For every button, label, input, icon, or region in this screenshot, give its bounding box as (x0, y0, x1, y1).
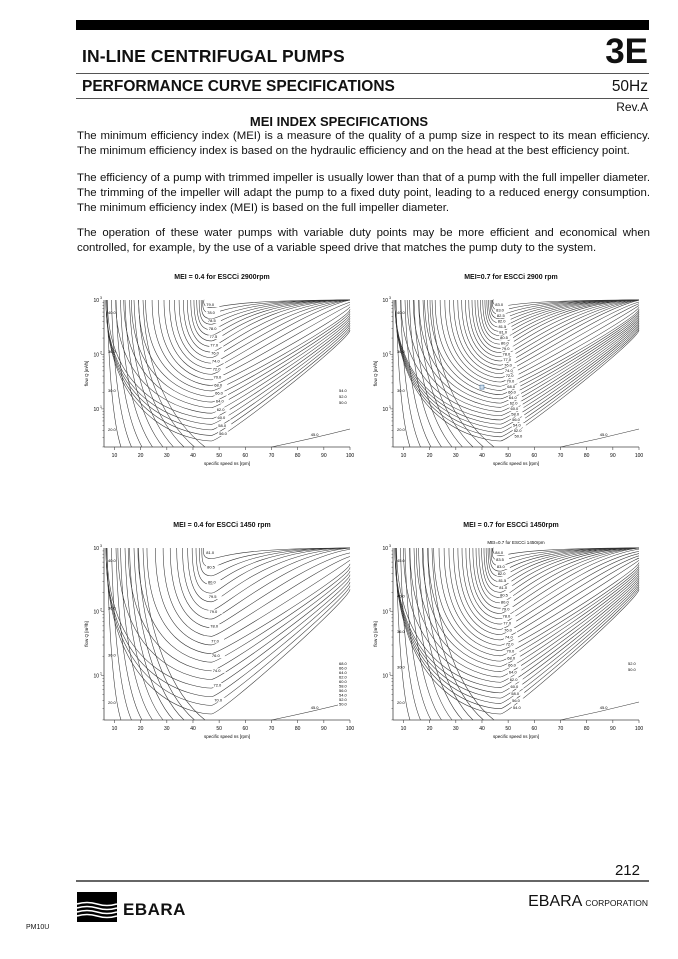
svg-text:79.0: 79.0 (209, 608, 218, 614)
svg-text:79.0: 79.0 (206, 302, 215, 307)
section-code: 3E (605, 32, 648, 71)
svg-text:20.0: 20.0 (108, 427, 116, 432)
svg-text:40: 40 (190, 726, 196, 732)
svg-text:10: 10 (382, 406, 388, 413)
svg-text:76.0: 76.0 (504, 627, 512, 633)
svg-text:30.0: 30.0 (108, 652, 116, 658)
svg-text:flow Q [m³/h]: flow Q [m³/h] (373, 360, 378, 387)
svg-text:30: 30 (453, 726, 459, 732)
svg-text:20: 20 (137, 453, 144, 459)
svg-text:20.0: 20.0 (397, 700, 405, 705)
svg-text:64.0: 64.0 (508, 669, 517, 675)
svg-text:77.0: 77.0 (503, 356, 512, 362)
svg-text:81.0: 81.0 (206, 550, 215, 555)
svg-text:56.0: 56.0 (219, 430, 227, 436)
chart-mei-07-2900 (371, 272, 651, 477)
svg-text:10: 10 (93, 546, 99, 552)
svg-text:flow Q [m³/h]: flow Q [m³/h] (84, 621, 89, 647)
svg-text:100: 100 (345, 453, 355, 459)
svg-text:45.0: 45.0 (310, 705, 319, 710)
svg-text:10: 10 (400, 726, 407, 732)
svg-text:1: 1 (389, 671, 391, 676)
page-title: IN-LINE CENTRIFUGAL PUMPS (82, 46, 345, 66)
svg-text:3: 3 (389, 544, 391, 548)
svg-text:60: 60 (531, 453, 538, 459)
svg-text:52.0: 52.0 (339, 394, 347, 399)
svg-text:80.5: 80.5 (500, 334, 508, 340)
svg-text:60.0: 60.0 (510, 683, 519, 689)
svg-text:10: 10 (400, 453, 407, 459)
svg-text:54.0: 54.0 (512, 422, 521, 428)
svg-text:79.0: 79.0 (501, 606, 510, 612)
svg-text:77.0: 77.0 (503, 620, 512, 626)
svg-text:82.0: 82.0 (497, 318, 506, 324)
svg-text:76.0: 76.0 (504, 362, 512, 368)
divider (76, 98, 649, 99)
svg-text:72.0: 72.0 (212, 366, 221, 372)
svg-text:66.0: 66.0 (215, 390, 223, 396)
svg-text:80: 80 (583, 726, 590, 732)
svg-text:74.0: 74.0 (504, 367, 513, 373)
svg-text:20: 20 (426, 726, 433, 732)
svg-text:60: 60 (531, 726, 538, 732)
svg-text:66.0: 66.0 (508, 662, 516, 668)
svg-text:62.0: 62.0 (509, 400, 518, 406)
svg-text:30.0: 30.0 (397, 664, 405, 670)
contour-plot (82, 272, 362, 477)
svg-text:74.0: 74.0 (211, 358, 220, 364)
svg-text:76.0: 76.0 (211, 653, 220, 659)
svg-text:54.0: 54.0 (339, 388, 347, 393)
corporation-suffix: CORPORATION (585, 898, 648, 908)
svg-text:60.0: 60.0 (217, 414, 226, 420)
svg-text:10: 10 (382, 546, 388, 552)
svg-text:100: 100 (634, 453, 644, 459)
document-code: PM10U (26, 924, 50, 931)
svg-text:36.0: 36.0 (108, 349, 116, 354)
svg-text:83.0: 83.0 (495, 302, 504, 307)
svg-text:50.0: 50.0 (628, 667, 636, 672)
svg-text:50.0: 50.0 (339, 701, 347, 707)
svg-text:64.0: 64.0 (215, 398, 224, 404)
svg-text:70.0: 70.0 (506, 378, 515, 384)
svg-text:2: 2 (389, 350, 391, 355)
svg-text:80: 80 (294, 726, 301, 732)
svg-text:30.0: 30.0 (108, 388, 116, 393)
svg-text:2: 2 (389, 607, 391, 612)
svg-text:81.0: 81.0 (499, 585, 508, 591)
svg-text:40: 40 (479, 726, 485, 732)
svg-text:78.0: 78.0 (207, 310, 215, 316)
svg-text:64.0: 64.0 (339, 670, 347, 675)
svg-text:40.0: 40.0 (397, 310, 405, 315)
svg-text:77.5: 77.5 (209, 334, 218, 340)
svg-text:72.0: 72.0 (213, 682, 222, 688)
svg-text:40.0: 40.0 (108, 558, 116, 563)
svg-text:56.0: 56.0 (339, 688, 347, 693)
svg-text:100: 100 (634, 726, 644, 732)
svg-text:50: 50 (505, 726, 511, 732)
contour-plot (82, 520, 362, 750)
page-number: 212 (614, 862, 640, 879)
svg-text:83.0: 83.0 (496, 564, 505, 570)
contour-plot (371, 520, 651, 750)
svg-text:72.0: 72.0 (505, 373, 514, 379)
svg-text:10: 10 (382, 352, 388, 359)
svg-text:81.5: 81.5 (498, 578, 507, 584)
svg-text:60: 60 (242, 453, 249, 459)
svg-text:70: 70 (557, 726, 564, 732)
svg-text:56.0: 56.0 (512, 697, 520, 703)
svg-text:56.0: 56.0 (512, 417, 520, 423)
svg-text:2: 2 (100, 350, 102, 355)
frequency-label: 50Hz (611, 78, 648, 95)
svg-text:40: 40 (190, 453, 196, 459)
svg-text:58.0: 58.0 (218, 422, 227, 428)
svg-text:74.0: 74.0 (212, 667, 221, 673)
svg-text:84.0: 84.0 (495, 550, 504, 555)
svg-text:78.0: 78.0 (208, 326, 217, 332)
svg-text:10: 10 (382, 298, 388, 304)
svg-text:40.0: 40.0 (397, 593, 405, 599)
corporation-name (528, 893, 648, 911)
svg-text:50.0: 50.0 (514, 433, 523, 439)
svg-text:80: 80 (294, 453, 301, 459)
svg-text:60: 60 (242, 726, 249, 732)
svg-text:77.0: 77.0 (210, 342, 219, 348)
svg-text:50.0: 50.0 (339, 400, 347, 405)
svg-text:30: 30 (453, 453, 459, 459)
svg-text:10: 10 (382, 673, 388, 680)
svg-text:54.0: 54.0 (339, 692, 347, 698)
svg-text:68.0: 68.0 (214, 382, 223, 388)
svg-text:58.0: 58.0 (339, 683, 347, 689)
svg-text:1: 1 (389, 404, 391, 409)
svg-text:10: 10 (111, 726, 118, 732)
svg-text:10: 10 (93, 406, 99, 413)
svg-text:52.0: 52.0 (339, 697, 347, 702)
svg-text:MEI=0.7 for ESCCi 1450rpm: MEI=0.7 for ESCCi 1450rpm (487, 540, 545, 545)
svg-text:60.0: 60.0 (510, 406, 519, 412)
chart-title: MEI = 0.7 for ESCCi 1450rpm (463, 522, 559, 529)
svg-text:30.0: 30.0 (397, 388, 405, 393)
svg-text:68.0: 68.0 (507, 384, 516, 390)
svg-text:52.0: 52.0 (513, 428, 522, 434)
svg-text:1: 1 (100, 404, 102, 409)
svg-text:70.0: 70.0 (214, 697, 223, 703)
svg-text:10: 10 (93, 609, 99, 616)
svg-text:100: 100 (345, 726, 355, 732)
svg-text:66.0: 66.0 (339, 665, 347, 671)
svg-text:10: 10 (93, 352, 99, 359)
svg-text:81.5: 81.5 (498, 323, 507, 329)
svg-text:2: 2 (100, 607, 102, 612)
svg-text:3: 3 (100, 296, 102, 300)
svg-text:58.0: 58.0 (511, 411, 520, 417)
svg-text:70: 70 (268, 453, 275, 459)
svg-text:70.0: 70.0 (506, 648, 515, 654)
svg-text:81.0: 81.0 (499, 329, 508, 335)
svg-text:80.5: 80.5 (500, 592, 508, 598)
svg-text:80.5: 80.5 (207, 564, 215, 570)
paragraph: The efficiency of a pump with trimmed impeller is usually lower than that of a pump with the full impeller diameter. The trimming of the impeller will adapt the pump to a fixed duty point, leading to a reduced energy consumption. The minimum efficiency index (MEI) is based on the full impeller diameter. (77, 172, 650, 214)
divider (76, 73, 649, 74)
svg-text:10: 10 (382, 609, 388, 616)
svg-text:50: 50 (505, 453, 511, 459)
svg-text:78.0: 78.0 (502, 613, 511, 619)
svg-text:80: 80 (583, 453, 590, 459)
svg-text:36.0: 36.0 (397, 629, 405, 634)
svg-text:30: 30 (164, 726, 170, 732)
svg-text:70: 70 (557, 453, 564, 459)
svg-text:72.0: 72.0 (505, 641, 514, 647)
svg-text:79.0: 79.0 (501, 345, 510, 351)
page-subtitle: PERFORMANCE CURVE SPECIFICATIONS (82, 78, 395, 95)
svg-text:specific speed ns [rpm]: specific speed ns [rpm] (203, 734, 251, 739)
svg-text:62.0: 62.0 (339, 674, 347, 680)
svg-text:flow Q [m³/h]: flow Q [m³/h] (84, 360, 89, 387)
svg-text:10: 10 (111, 453, 118, 459)
svg-text:52.0: 52.0 (628, 661, 636, 666)
logo-brand-text: EBARA (123, 900, 186, 919)
svg-text:70: 70 (268, 726, 275, 732)
svg-text:77.0: 77.0 (211, 638, 219, 644)
contour-plot (371, 272, 651, 477)
svg-text:62.0: 62.0 (216, 406, 225, 412)
svg-text:83.5: 83.5 (496, 557, 504, 563)
svg-text:45.0: 45.0 (599, 705, 608, 710)
svg-text:54.0: 54.0 (512, 704, 521, 710)
svg-text:10: 10 (93, 673, 99, 680)
svg-text:74.0: 74.0 (504, 634, 513, 640)
svg-text:90: 90 (610, 726, 616, 732)
svg-text:36.0: 36.0 (397, 349, 405, 354)
svg-text:80.0: 80.0 (500, 599, 509, 605)
svg-text:specific speed ns [rpm]: specific speed ns [rpm] (203, 461, 251, 466)
svg-text:66.0: 66.0 (508, 389, 516, 395)
svg-text:80.0: 80.0 (500, 340, 509, 346)
svg-text:78.0: 78.0 (502, 351, 511, 357)
svg-text:3: 3 (389, 296, 391, 300)
section-heading: MEI INDEX SPECIFICATIONS (249, 114, 429, 129)
corporation-brand: EBARA (528, 893, 583, 910)
svg-text:83.0: 83.0 (496, 307, 504, 313)
svg-text:specific speed ns [rpm]: specific speed ns [rpm] (492, 734, 540, 739)
svg-text:90: 90 (321, 453, 327, 459)
chart-title: MEI = 0.4 for ESCCi 2900rpm (174, 274, 270, 281)
svg-text:68.0: 68.0 (507, 655, 516, 661)
svg-text:68.0: 68.0 (339, 661, 347, 666)
svg-text:80.0: 80.0 (207, 579, 216, 585)
svg-text:82.0: 82.0 (497, 571, 506, 577)
ebara-logo (77, 892, 187, 924)
svg-text:36.0: 36.0 (108, 605, 116, 611)
svg-text:20.0: 20.0 (108, 700, 116, 705)
svg-text:70.0: 70.0 (213, 374, 222, 380)
svg-text:10: 10 (93, 298, 99, 304)
chart-mei-04-2900 (82, 272, 362, 477)
svg-text:45.0: 45.0 (310, 432, 319, 437)
svg-text:flow Q [m³/h]: flow Q [m³/h] (373, 621, 378, 647)
svg-text:76.0: 76.0 (211, 350, 219, 356)
svg-text:1: 1 (100, 671, 102, 676)
svg-text:3: 3 (100, 544, 102, 548)
svg-text:20.0: 20.0 (397, 427, 405, 432)
svg-text:40: 40 (479, 453, 485, 459)
chart-title: MEI = 0.4 for ESCCi 1450 rpm (173, 522, 271, 529)
svg-text:45.0: 45.0 (397, 558, 405, 563)
svg-text:78.5: 78.5 (207, 318, 216, 324)
svg-text:50: 50 (216, 453, 222, 459)
svg-text:40.0: 40.0 (108, 310, 116, 315)
chart-mei-07-1450 (371, 520, 651, 750)
paragraph: The operation of these water pumps with variable duty points may be more efficient and economical when controlled, for example, by the use of a variable speed drive that matches the pump duty to the system. (77, 227, 650, 254)
svg-text:50: 50 (216, 726, 222, 732)
footer-divider (76, 880, 649, 882)
svg-text:90: 90 (321, 726, 327, 732)
svg-text:45.0: 45.0 (599, 432, 608, 437)
svg-text:60.0: 60.0 (339, 679, 347, 684)
header-bar (76, 20, 649, 30)
revision-label: Rev.A (616, 100, 648, 114)
chart-title: MEI=0.7 for ESCCi 2900 rpm (464, 274, 558, 281)
chart-mei-04-1450 (82, 520, 362, 750)
svg-text:30: 30 (164, 453, 170, 459)
svg-text:79.5: 79.5 (208, 594, 217, 600)
svg-text:20: 20 (137, 726, 144, 732)
svg-text:90: 90 (610, 453, 616, 459)
svg-text:58.0: 58.0 (511, 690, 520, 696)
paragraph: The minimum efficiency index (MEI) is a measure of the quality of a pump size in respect to its mean efficiency. The minimum efficiency index is based on the hydraulic efficiency and on the head at the best efficiency point. (77, 130, 650, 157)
svg-text:62.0: 62.0 (509, 676, 518, 682)
svg-text:64.0: 64.0 (508, 395, 517, 401)
svg-text:specific speed ns [rpm]: specific speed ns [rpm] (492, 461, 540, 466)
marker-icon (480, 385, 484, 389)
svg-text:82.5: 82.5 (496, 312, 505, 318)
svg-text:20: 20 (426, 453, 433, 459)
svg-text:78.0: 78.0 (210, 623, 219, 629)
